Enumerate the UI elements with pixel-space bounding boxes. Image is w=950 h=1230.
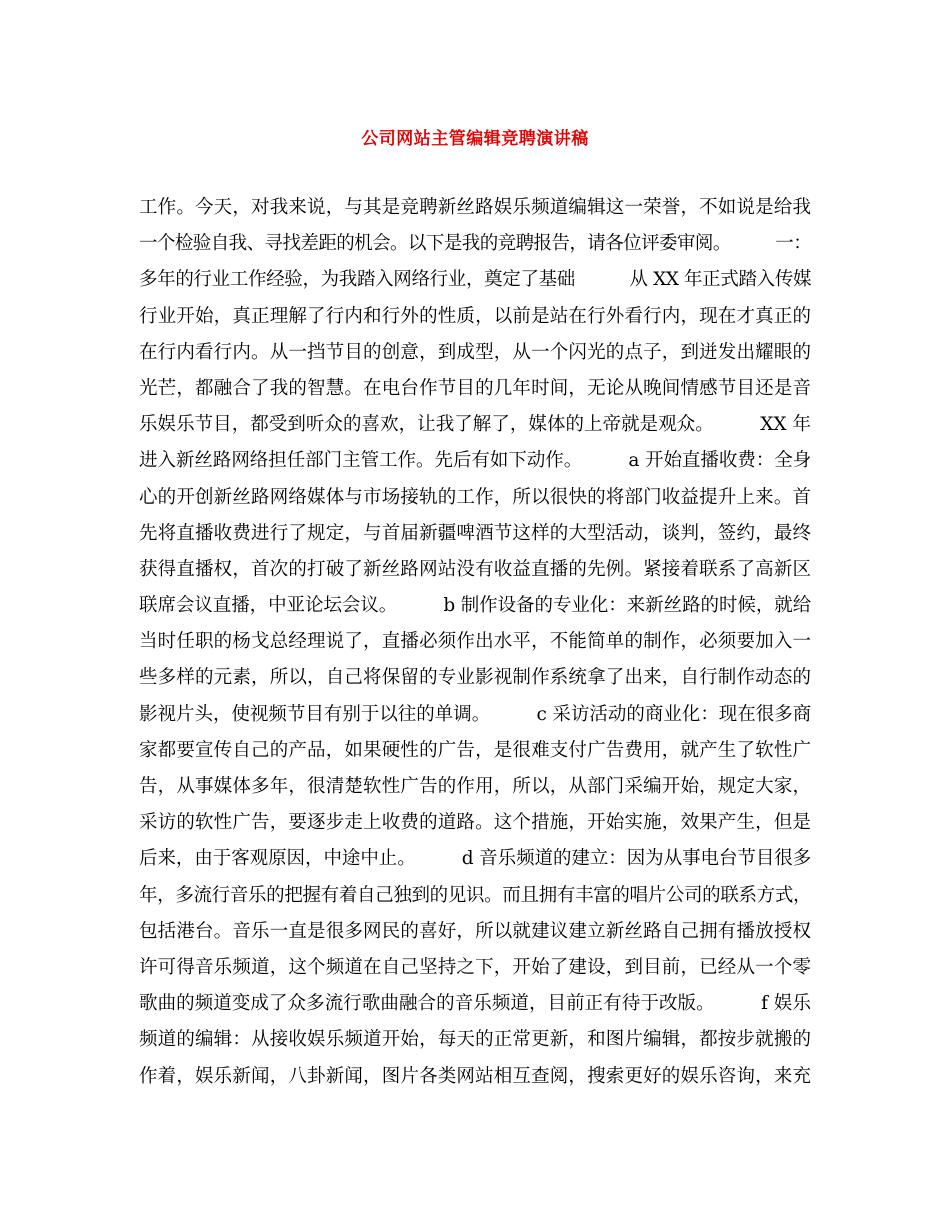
body-line: 当时任职的杨戈总经理说了，直播必须作出水平，不能简单的制作，必须要加入一 <box>139 631 811 653</box>
body-line: 家都要宣传自己的产品，如果硬性的广告，是很难支付广告费用，就产生了软性广 <box>139 739 811 761</box>
document-title: 公司网站主管编辑竞聘演讲稿 <box>361 129 589 149</box>
body-line: 年，多流行音乐的把握有着自己独到的见识。而且拥有丰富的唱片公司的联系方式， <box>139 884 811 906</box>
document-body <box>139 190 811 1095</box>
body-line: 频道的编辑：从接收娱乐频道开始，每天的正常更新，和图片编辑，都按步就搬的 <box>139 1029 811 1051</box>
body-line: 光芒，都融合了我的智慧。在电台作节目的几年时间，无论从晚间情感节目还是音 <box>139 377 811 399</box>
body-line: 采访的软性广告，要逐步走上收费的道路。这个措施，开始实施，效果产生，但是 <box>139 812 811 834</box>
body-line: 工作。今天，对我来说，与其是竞聘新丝路娱乐频道编辑这一荣誉，不如说是给我 <box>139 197 811 218</box>
body-line: 许可得音乐频道，这个频道在自己坚持之下，开始了建设，到目前，已经从一个零 <box>139 956 811 978</box>
body-line: 多年的行业工作经验，为我踏入网络行业，奠定了基础 从 XX 年正式踏入传媒 <box>139 269 811 291</box>
body-line: 获得直播权，首次的打破了新丝路网站没有收益直播的先例。紧接着联系了高新区 <box>139 558 811 580</box>
body-line: 一个检验自我、寻找差距的机会。以下是我的竞聘报告，请各位评委审阅。 一： <box>139 233 811 255</box>
body-line: 进入新丝路网络担任部门主管工作。先后有如下动作。 a 开始直播收费：全身 <box>139 450 811 472</box>
body-line: 心的开创新丝路网络媒体与市场接轨的工作，所以很快的将部门收益提升上来。首 <box>139 486 811 508</box>
body-line: 先将直播收费进行了规定，与首届新疆啤酒节这样的大型活动，谈判，签约，最终 <box>139 522 811 544</box>
body-line: 作着，娱乐新闻，八卦新闻，图片各类网站相互查阅，搜索更好的娱乐咨询，来充 <box>139 1065 811 1087</box>
body-line: 歌曲的频道变成了众多流行歌曲融合的音乐频道，目前正有待于改版。 f 娱乐 <box>139 993 811 1015</box>
body-line: 行业开始，真正理解了行内和行外的性质，以前是站在行外看行内，现在才真正的 <box>139 305 811 327</box>
body-line: 告，从事媒体多年，很清楚软性广告的作用，所以，从部门采编开始，规定大家， <box>139 776 811 797</box>
body-line: 包括港台。音乐一直是很多网民的喜好，所以就建议建立新丝路自己拥有播放授权 <box>139 920 811 942</box>
body-line: 联席会议直播，中亚论坛会议。 b 制作设备的专业化：来新丝路的时候，就给 <box>139 595 811 617</box>
body-line: 些多样的元素，所以，自己将保留的专业影视制作系统拿了出来，自行制作动态的 <box>139 667 811 689</box>
body-line: 影视片头，使视频节目有别于以往的单调。 c 采访活动的商业化：现在很多商 <box>139 703 811 725</box>
body-line: 后来，由于客观原因，中途中止。 d 音乐频道的建立：因为从事电台节目很多 <box>139 848 811 870</box>
body-line: 在行内看行内。从一挡节目的创意，到成型，从一个闪光的点子，到迸发出耀眼的 <box>139 341 811 363</box>
body-line: 乐娱乐节目，都受到听众的喜欢，让我了解了，媒体的上帝就是观众。 XX 年 <box>139 414 811 436</box>
